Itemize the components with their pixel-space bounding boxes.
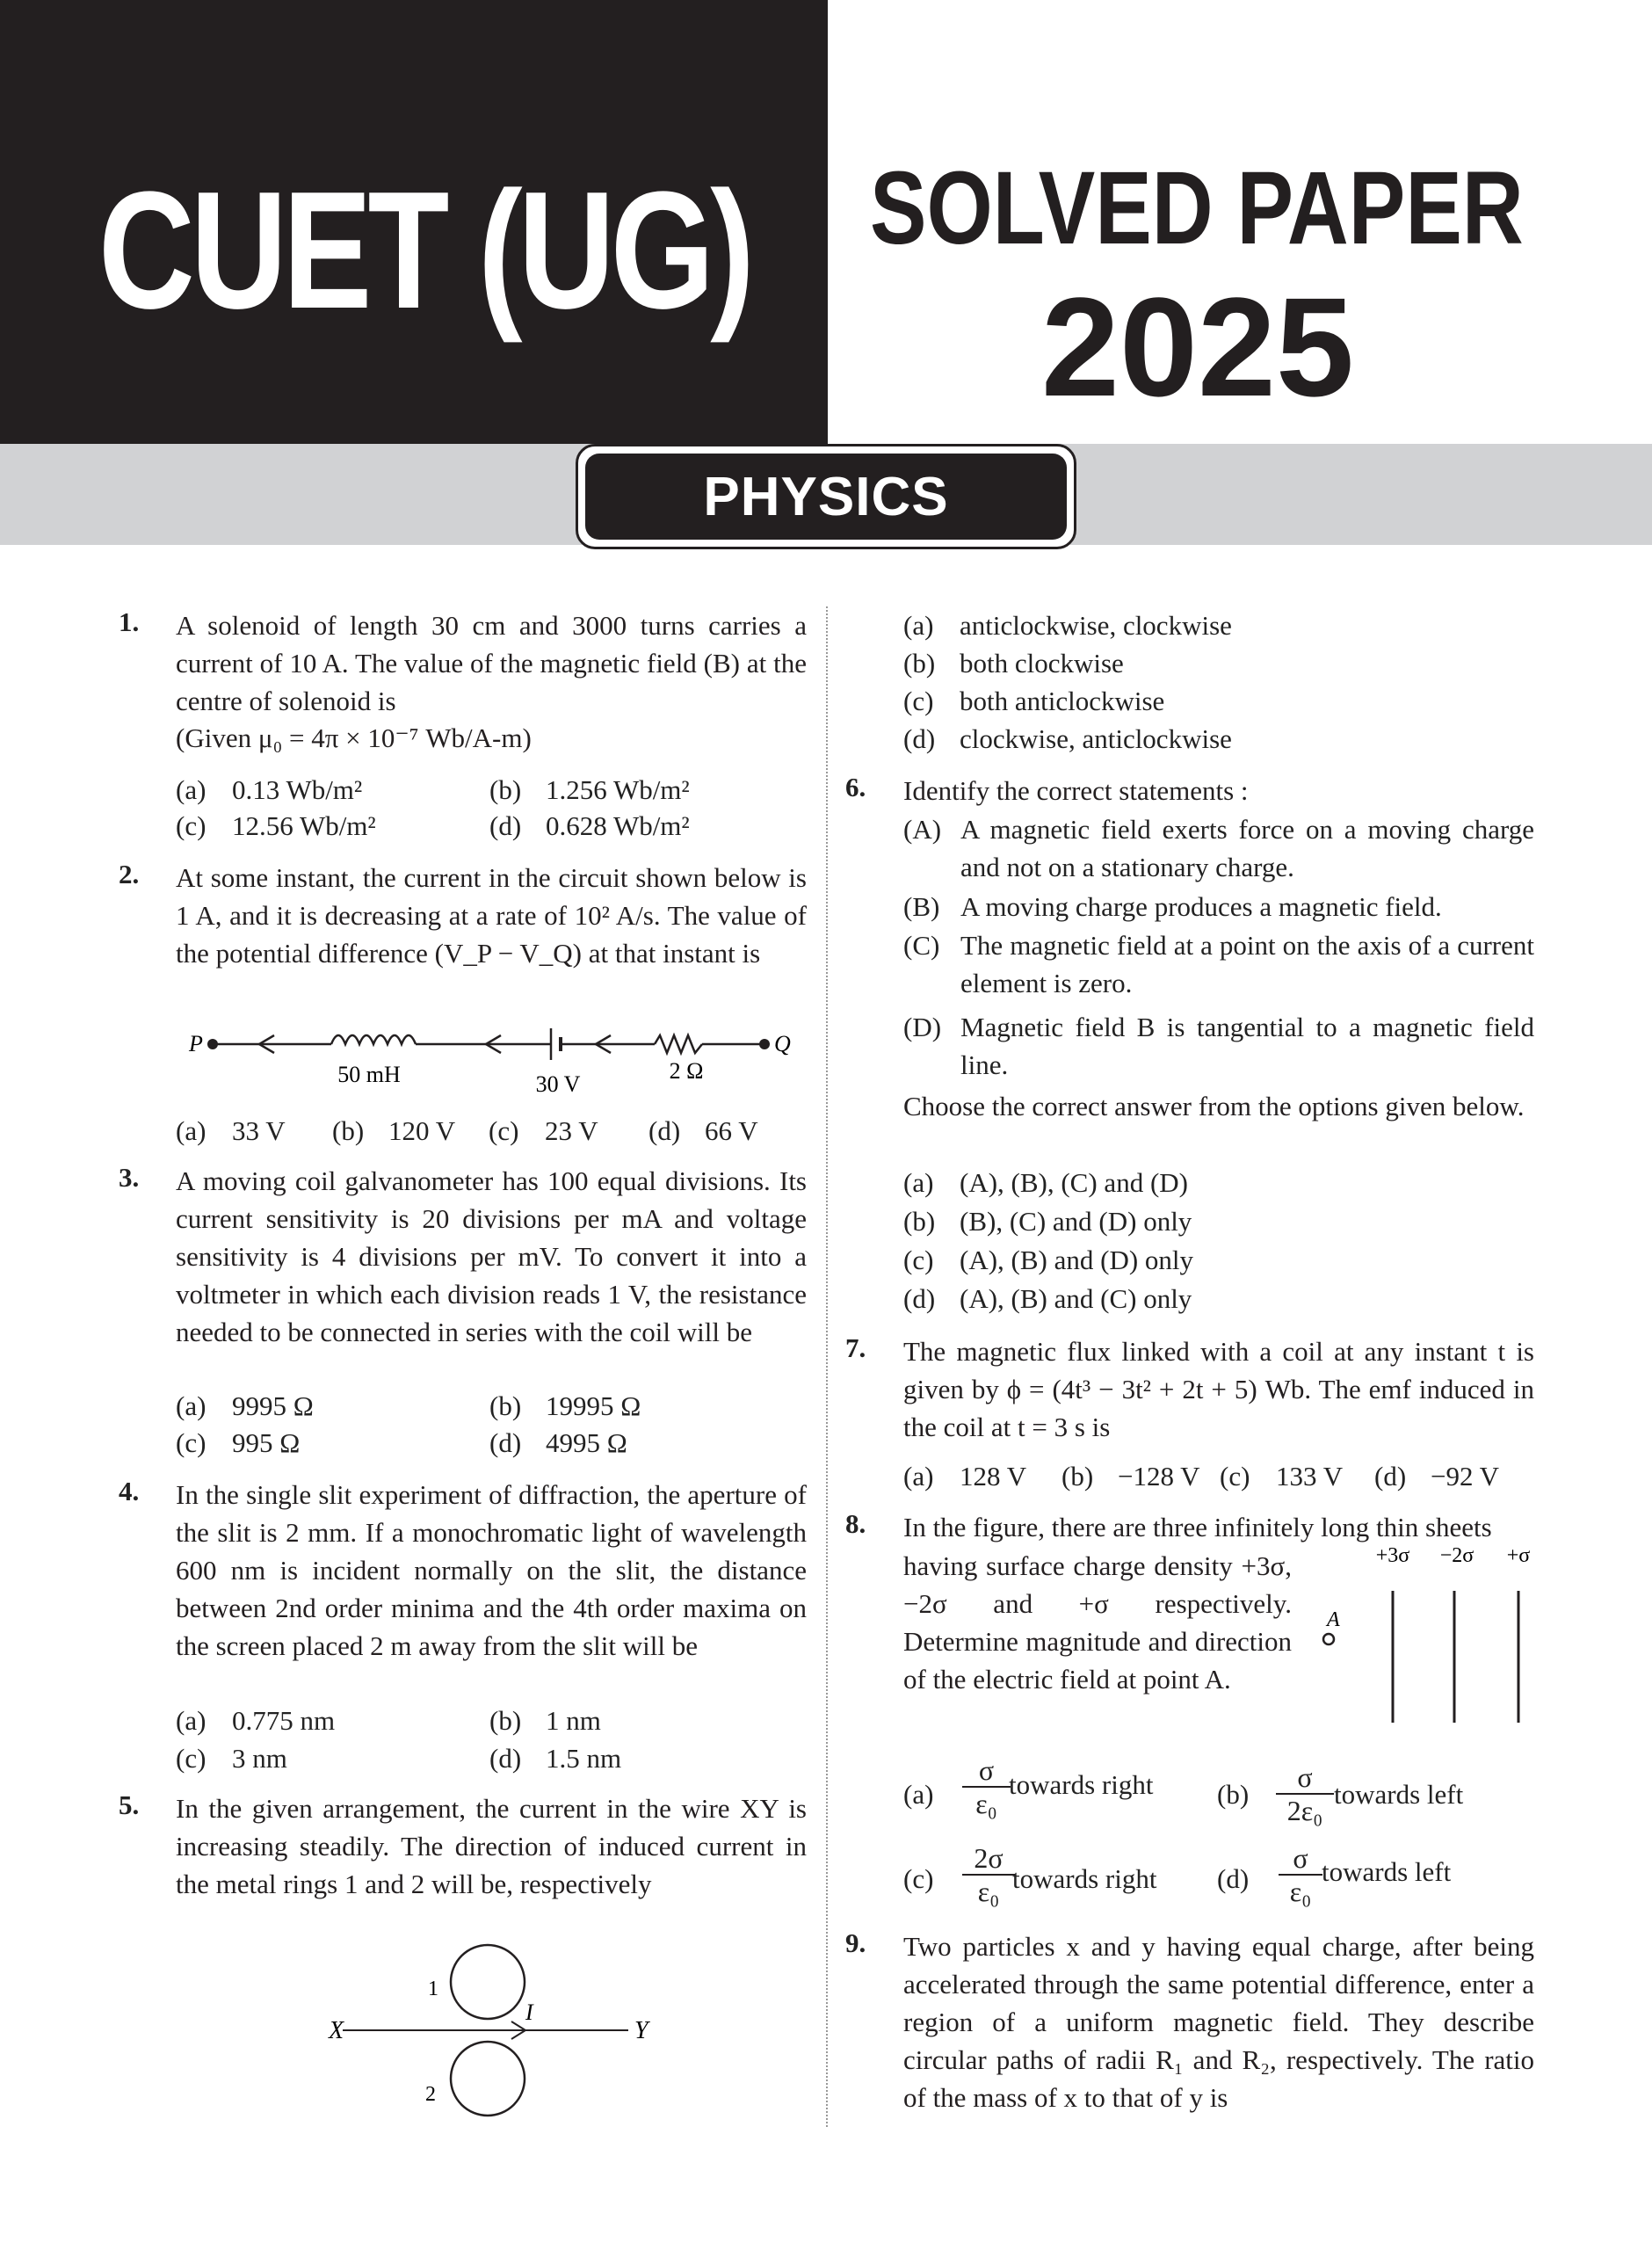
q1-text: A solenoid of length 30 cm and 3000 turns carries a current of 10 A. The value of the magnetic field (B) at the centre of solenoid is [176,610,807,716]
terminal-q [759,1039,770,1049]
option-text: anticlockwise, clockwise [960,610,1232,641]
option-text: 128 V [960,1461,1027,1492]
option-text: 9995 Ω [232,1390,314,1421]
option-text: 33 V [232,1115,286,1146]
option-text: 120 V [388,1115,456,1146]
option-text: 0.775 nm [232,1705,336,1736]
q2-option-a[interactable] [176,1112,286,1150]
option-label: (d) [648,1115,681,1146]
option-text: 995 Ω [232,1427,301,1458]
q1-number: 1. [119,606,140,637]
fraction-numerator: σ [962,1754,1011,1788]
option-label: (b) [489,1705,522,1736]
q6-intro: Identify the correct statements : [903,775,1249,806]
q3-option-b[interactable] [489,1387,641,1425]
q6-option-d[interactable] [903,1280,1192,1317]
q5-option-d[interactable] [903,720,1232,758]
subject-badge-fill [585,454,1067,540]
q1-option-a[interactable] [176,771,362,809]
q2-number: 2. [119,859,140,889]
option-label: (a) [903,610,934,641]
q8-text: having surface charge density +3σ, −2σ and +σ respectively. Determine magnitude and direction of the electric field at point A. [903,1550,1292,1695]
option-label: (b) [1061,1461,1094,1492]
statement-text: A magnetic field exerts force on a moving charge and not on a stationary charge. [960,814,1534,882]
q8-option-b-fraction [1276,1761,1334,1826]
q7-option-c[interactable] [1220,1457,1343,1495]
option-text: 23 V [545,1115,598,1146]
fraction-numerator: σ [1279,1842,1322,1876]
option-text: (A), (B) and (D) only [960,1245,1194,1275]
q8-option-d-direction: towards left [1322,1856,1452,1887]
q6-statement-a [903,810,1534,886]
fraction-denominator: ε₀ [1289,1876,1312,1907]
option-label: (c) [176,1427,206,1458]
q1-option-b[interactable] [489,771,690,809]
option-label: (a) [176,1705,206,1736]
option-text: 1 nm [546,1705,601,1736]
q9-number: 9. [845,1927,866,1958]
terminal-q-label: Q [774,1031,791,1056]
resistor-label: 2 Ω [669,1058,704,1084]
sheet-3-label: +σ [1506,1544,1531,1567]
q3-option-d[interactable] [489,1424,627,1462]
option-label: (b) [489,774,522,805]
statement-text: Magnetic field B is tangential to a magnetic field line. [960,1012,1534,1080]
q8-option-b-label[interactable]: (b) [1217,1779,1250,1810]
q8-option-a-fraction [962,1754,1011,1819]
q2-text: At some instant, the current in the circuit shown below is 1 A, and it is decreasing at a rate of 10² A/s. The value of the potential difference (V_P − V_Q) at that instant is [176,862,807,969]
sheet-2-label: −2σ [1439,1544,1474,1567]
option-label: (d) [489,1743,522,1774]
q6-option-c[interactable] [903,1241,1193,1279]
option-label: (b) [903,648,936,679]
q8-option-c-direction: towards right [1012,1863,1157,1894]
inductor-label: 50 mH [337,1062,401,1087]
q5-option-c[interactable] [903,682,1164,720]
option-label: (b) [903,1206,936,1237]
option-label: (d) [489,1427,522,1458]
option-label: (c) [903,1245,934,1275]
q4-option-d[interactable] [489,1739,621,1777]
q6-statement-c [903,926,1534,1002]
q8-option-a-label[interactable]: (a) [903,1779,934,1810]
option-label: (c) [489,1115,519,1146]
option-text: 0.628 Wb/m² [546,810,690,841]
option-text: both anticlockwise [960,686,1165,716]
option-label: (d) [903,1283,936,1314]
option-text: −128 V [1118,1461,1200,1492]
ring-1 [451,1945,525,2019]
label-y: Y [634,2017,648,2044]
q4-option-c[interactable] [176,1739,287,1777]
q4-number: 4. [119,1476,140,1506]
point-a-label: A [1327,1608,1340,1631]
q6-option-b[interactable] [903,1202,1192,1240]
fraction-numerator: σ [1276,1761,1334,1795]
q3-number: 3. [119,1162,140,1193]
label-current: I [525,2000,533,2025]
q8-option-b-direction: towards left [1334,1779,1464,1810]
q2-option-c[interactable] [489,1112,598,1150]
q5-option-a[interactable] [903,606,1232,644]
q8-line1: In the figure, there are three infinitely long thin sheets [903,1512,1492,1542]
option-text: clockwise, anticlockwise [960,723,1232,754]
q8-option-d-fraction [1279,1842,1322,1907]
q8-number: 8. [845,1508,866,1539]
q4-option-a[interactable] [176,1702,335,1739]
q7-option-a[interactable] [903,1457,1026,1495]
option-label: (d) [903,723,936,754]
point-a [1323,1634,1334,1644]
option-label: (a) [176,1390,206,1421]
terminal-p-label: P [189,1031,203,1056]
q9-text: Two particles x and y having equal charge, after being accelerated through the same potential difference, enter a region of a uniform magnetic field. They describe circular paths of radii R₁ and R₂, respectively. The ratio of the mass of x to that of y is [903,1931,1534,2113]
statement-label: (D) [903,1012,942,1042]
statement-text: The magnetic field at a point on the axis of a current element is zero. [960,930,1534,998]
year-title: 2025 [1041,268,1354,425]
option-label: (a) [903,1461,934,1492]
q3-option-c[interactable] [176,1424,300,1462]
option-text: both clockwise [960,648,1124,679]
option-text: 12.56 Wb/m² [232,810,376,841]
column-divider [826,606,828,2127]
q8-option-d-label[interactable]: (d) [1217,1863,1250,1894]
q7-text: The magnetic flux linked with a coil at any instant t is given by ϕ = (4t³ − 3t² + 2t + 5) Wb. The emf induced in the coil at t = 3 s is [903,1336,1534,1442]
option-label: (a) [176,1115,206,1146]
subject-title: PHYSICS [703,466,949,527]
q1-option-d[interactable] [489,807,690,845]
option-label: (d) [1374,1461,1407,1492]
statement-label: (C) [903,930,940,961]
q8-option-a-direction: towards right [1009,1769,1154,1800]
option-text: −92 V [1431,1461,1500,1492]
q1-given: (Given μ₀ = 4π × 10⁻⁷ Wb/A-m) [176,722,532,753]
option-label: (c) [176,810,206,841]
option-text: 133 V [1276,1461,1344,1492]
option-label: (c) [1220,1461,1250,1492]
option-text: 0.13 Wb/m² [232,774,363,805]
label-ring-2: 2 [425,2083,436,2106]
option-text: 1.256 Wb/m² [546,774,690,805]
option-label: (c) [176,1743,206,1774]
q5-option-b[interactable] [903,644,1124,682]
q2-option-d[interactable] [648,1112,758,1150]
option-label: (d) [489,810,522,841]
q8-option-c-fraction [962,1842,1015,1907]
q3-text: A moving coil galvanometer has 100 equal divisions. Its current sensitivity is 20 divisions per mA and voltage sensitivity is 4 divisions per mV. To convert it into a voltmeter in which each division reads 1 V, the resistance needed to be connected in series with the coil will be [176,1165,807,1347]
solved-paper-title: SOLVED PAPER [870,150,1524,266]
q5-text: In the given arrangement, the current in the wire XY is increasing steadily. The direction of induced current in the metal rings 1 and 2 will be, respectively [176,1793,807,1899]
exam-title: CUET (UG) [98,157,751,344]
fraction-denominator: ε₀ [977,1876,1000,1907]
ring-2 [451,2042,525,2116]
q5-number: 5. [119,1789,140,1820]
label-x: X [329,2017,344,2044]
option-text: 4995 Ω [546,1427,627,1458]
statement-label: (B) [903,891,940,922]
fraction-denominator: 2ε₀ [1286,1795,1323,1826]
q8-option-c-label[interactable]: (c) [903,1863,934,1894]
subject-badge [576,444,1076,549]
option-text: 66 V [705,1115,758,1146]
battery-label: 30 V [535,1071,581,1097]
option-label: (a) [176,774,206,805]
q8-sheets-diagram [1309,1542,1538,1727]
option-label: (c) [903,686,934,716]
q7-number: 7. [845,1332,866,1363]
fraction-numerator: 2σ [962,1842,1015,1876]
q6-number: 6. [845,772,866,802]
q1-option-c[interactable] [176,807,376,845]
q6-option-a[interactable] [903,1164,1188,1201]
q3-option-a[interactable] [176,1387,314,1425]
option-text: 19995 Ω [546,1390,641,1421]
statement-text: A moving charge produces a magnetic field. [960,891,1442,922]
q2-circuit-diagram [180,1020,795,1103]
option-text: 1.5 nm [546,1743,622,1774]
label-ring-1: 1 [428,1978,438,2000]
q4-text: In the single slit experiment of diffraction, the aperture of the slit is 2 mm. If a monochromatic light of wavelength 600 nm is incident normally on the slit, the distance between 2nd order minima and the 4th order maxima on the screen placed 2 m away from the slit will be [176,1479,807,1661]
sheet-1-label: +3σ [1375,1544,1410,1567]
option-text: (A), (B), (C) and (D) [960,1167,1188,1198]
fraction-denominator: ε₀ [975,1788,997,1819]
inductor-icon [331,1035,416,1044]
q7-option-b[interactable] [1061,1457,1200,1495]
q6-statement-d [903,1008,1534,1084]
statement-label: (A) [903,814,942,845]
q5-rings-diagram [316,1929,668,2140]
q4-option-b[interactable] [489,1702,601,1739]
option-label: (b) [332,1115,365,1146]
q2-option-b[interactable] [332,1112,455,1150]
q6-choose: Choose the correct answer from the options given below. [903,1091,1525,1121]
option-text: 3 nm [232,1743,287,1774]
option-text: (A), (B) and (C) only [960,1283,1192,1314]
option-label: (a) [903,1167,934,1198]
option-label: (b) [489,1390,522,1421]
resistor-icon [655,1035,702,1053]
q6-statement-b [903,888,1534,925]
option-text: (B), (C) and (D) only [960,1206,1192,1237]
q7-option-d[interactable] [1374,1457,1499,1495]
